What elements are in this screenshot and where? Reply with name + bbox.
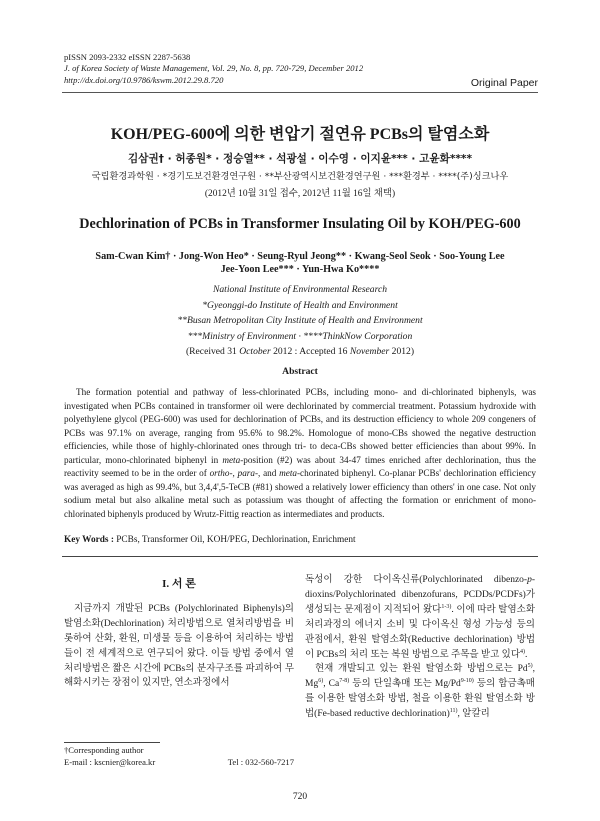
received-month: October bbox=[239, 346, 271, 358]
english-authors-line2: Jee-Yoon Lee*** · Yun-Hwa Ko**** bbox=[220, 263, 380, 275]
citation-ref: 9-10) bbox=[460, 678, 474, 685]
body-text: . bbox=[525, 649, 528, 660]
korean-title: KOH/PEG-600에 의한 변압기 절연유 PCBs의 탈염소화 bbox=[110, 126, 490, 143]
affiliation-1: National Institute of Environmental Research bbox=[212, 284, 388, 295]
citation-ref: 6) bbox=[318, 678, 324, 685]
right-column bbox=[305, 573, 535, 722]
intro-paragraph: 지금까지 개발된 PCBs (Polychlorinated Biphenyls)의 탈염소화(Dechlorination) 처리방법으로 열처리방법을 비롯하여 산화, 환원, 미생물 등을 이용하여 처리하는 방법들이 전 세계적으로 연구되어 왔다. 이들 방법 중에서 열처리방법은 짧은 시간에 PCBs의 분자구조를 파괴하여 무해화시키는 장점이 있지만, 연소과정에서 bbox=[64, 603, 294, 689]
body-text: 등의 합금촉매를 이용한 탈염소화 방법, 철을 이용한 환원 탈염소화 방법(Fe-based reductive dechlorination) bbox=[305, 679, 535, 720]
abstract-text: , and bbox=[258, 468, 280, 478]
section-heading: I. 서 론 bbox=[162, 578, 196, 590]
right-paragraph-2 bbox=[305, 662, 535, 722]
body-text: , Ca bbox=[323, 679, 340, 690]
citation-ref: 7-8) bbox=[339, 678, 350, 685]
accepted-month: November bbox=[349, 346, 390, 358]
english-title: Dechlorination of PCBs in Transformer Insulating Oil by KOH/PEG-600 bbox=[79, 216, 521, 232]
korean-dates: (2012년 10월 31일 접수, 2012년 11월 16일 채택) bbox=[204, 189, 396, 199]
body-text: -dioxins/Polychlorinated dibenzofurans, PCDDs/PCDFs)가 생성되는 문제점이 지적되어 왔다 bbox=[305, 575, 535, 615]
english-authors bbox=[80, 251, 520, 276]
abstract-text: -position (#2) was about 34-47 times enriched after dechlorination, thus the reactivity seemed to be in the order of bbox=[64, 454, 536, 478]
page-number: 720 bbox=[292, 792, 308, 802]
citation-ref: 1-3) bbox=[441, 603, 452, 610]
citation-ref: 4) bbox=[520, 648, 526, 655]
abstract-italic: meta bbox=[279, 468, 297, 478]
dates-text: 2012 : Accepted 16 bbox=[270, 346, 350, 358]
korean-authors: 김삼권† · 허종원* · 정승열** · 석광설 · 이수영 · 이지윤*** · 고윤화**** bbox=[127, 153, 472, 165]
abstract-italic: meta bbox=[222, 454, 241, 465]
body-text: 현재 개발되고 있는 환원 탈염소화 방법으로는 Pd bbox=[315, 664, 528, 675]
citation-ref: 11) bbox=[449, 708, 458, 714]
affiliation-2: *Gyeonggi-do Institute of Health and Environment bbox=[202, 299, 398, 311]
right-paragraph-1 bbox=[305, 573, 535, 662]
author-email: E-mail : kscnier@korea.kr bbox=[64, 756, 156, 767]
english-affiliations bbox=[0, 282, 600, 360]
abstract-text: The formation potential and pathway of less-chlorinated PCBs, including mono- and di-chlorinated biphenyls, was investigated when PCBs contained in transformer oil were dechlorinated by commercial treatment. Potassium hydroxide with polyethylene glycol (PEG-600) was used for dechlorination of PCBs, and its destruction efficiency to whole 209 congeners of PCBs was 97.1% on average, ranging from 95.6% to 98.2%. Homologue of mono-CBs showed the negative destruction efficiencies, while those of highly-chlorinated ones through tri- to deca-CBs showed better efficiencies than about 99%. In particular, mono-chlorinated biphenyl in bbox=[64, 387, 536, 465]
body-italic: p bbox=[527, 575, 532, 585]
affiliation-4: ***Ministry of Environment · ****ThinkNow Corporation bbox=[187, 330, 413, 342]
abstract-italic: para- bbox=[237, 468, 259, 478]
doi-link[interactable]: http://dx.doi.org/10.9786/kswm.2012.29.8.720 bbox=[64, 74, 224, 85]
keywords bbox=[64, 535, 536, 545]
dates-text: (Received 31 bbox=[185, 346, 240, 358]
footnote-divider bbox=[64, 742, 160, 743]
body-text: , Mg bbox=[305, 664, 535, 690]
citation-ref: 5) bbox=[527, 663, 533, 670]
citation-line: J. of Korea Society of Waste Management, Vol. 29, No. 8, pp. 720-729, December 2012 bbox=[64, 63, 364, 74]
abstract-text: , bbox=[232, 468, 238, 478]
english-dates bbox=[0, 344, 600, 360]
left-column bbox=[64, 577, 294, 691]
english-authors-line1: Sam-Cwan Kim† · Jong-Won Heo* · Seung-Ryul Jeong** · Kwang-Seol Seok · Soo-Young Lee bbox=[95, 251, 505, 262]
article-type-label: Original Paper bbox=[470, 77, 538, 89]
keywords-divider bbox=[62, 556, 538, 557]
abstract-heading: Abstract bbox=[282, 366, 318, 377]
dates-text: 2012) bbox=[389, 346, 415, 358]
korean-affiliations: 국립환경과학원 · *경기도보건환경연구원 · **부산광역시보건환경연구원 · ***환경부 · ****(주)싱크나우 bbox=[91, 171, 509, 182]
header-divider bbox=[62, 92, 538, 93]
abstract-body bbox=[64, 386, 536, 521]
footnote bbox=[64, 745, 294, 768]
abstract-italic: ortho- bbox=[209, 468, 233, 478]
issn-line: pISSN 2093-2332 eISSN 2287-5638 bbox=[64, 52, 191, 62]
body-text: 등의 단일촉매 또는 Mg/Pd bbox=[349, 679, 461, 690]
affiliation-3: **Busan Metropolitan City Institute of Health and Environment bbox=[177, 315, 423, 327]
keywords-label: Key Words : bbox=[64, 535, 117, 545]
abstract-text: -chorinated biphenyl. Co-planar PCBs' dechlorination efficiency was averaged as high as 99.4%, but 3,4,4',5-TeCB (#81) showed a relatively lower efficiency than others' in one case. Not only sodium metal but also alkaline metal such as potassium was thought of affecting the formation or enrichment of mono-chlorinated biphenyls produced by Wrutz-Fittig reaction as intermediates and products. bbox=[64, 468, 537, 519]
keywords-list: PCBs, Transformer Oil, KOH/PEG, Dechlorination, Enrichment bbox=[116, 535, 356, 545]
corresponding-author: †Corresponding author bbox=[64, 745, 144, 755]
author-phone: Tel : 032-560-7217 bbox=[227, 756, 294, 767]
body-text: . 이에 따라 탈염소화 처리과정의 에너지 소비 및 다이옥신 형성 가능성 등의 관점에서, 환원 탈염소화(Reductive dechlorination) 방법이 PCBs의 처리 또는 복원 방법으로 주목을 받고 있다 bbox=[305, 604, 535, 660]
body-text: 독성이 강한 다이옥신류(Polychlorinated dibenzo- bbox=[305, 575, 528, 585]
body-text: , 알칼리 bbox=[457, 709, 490, 720]
